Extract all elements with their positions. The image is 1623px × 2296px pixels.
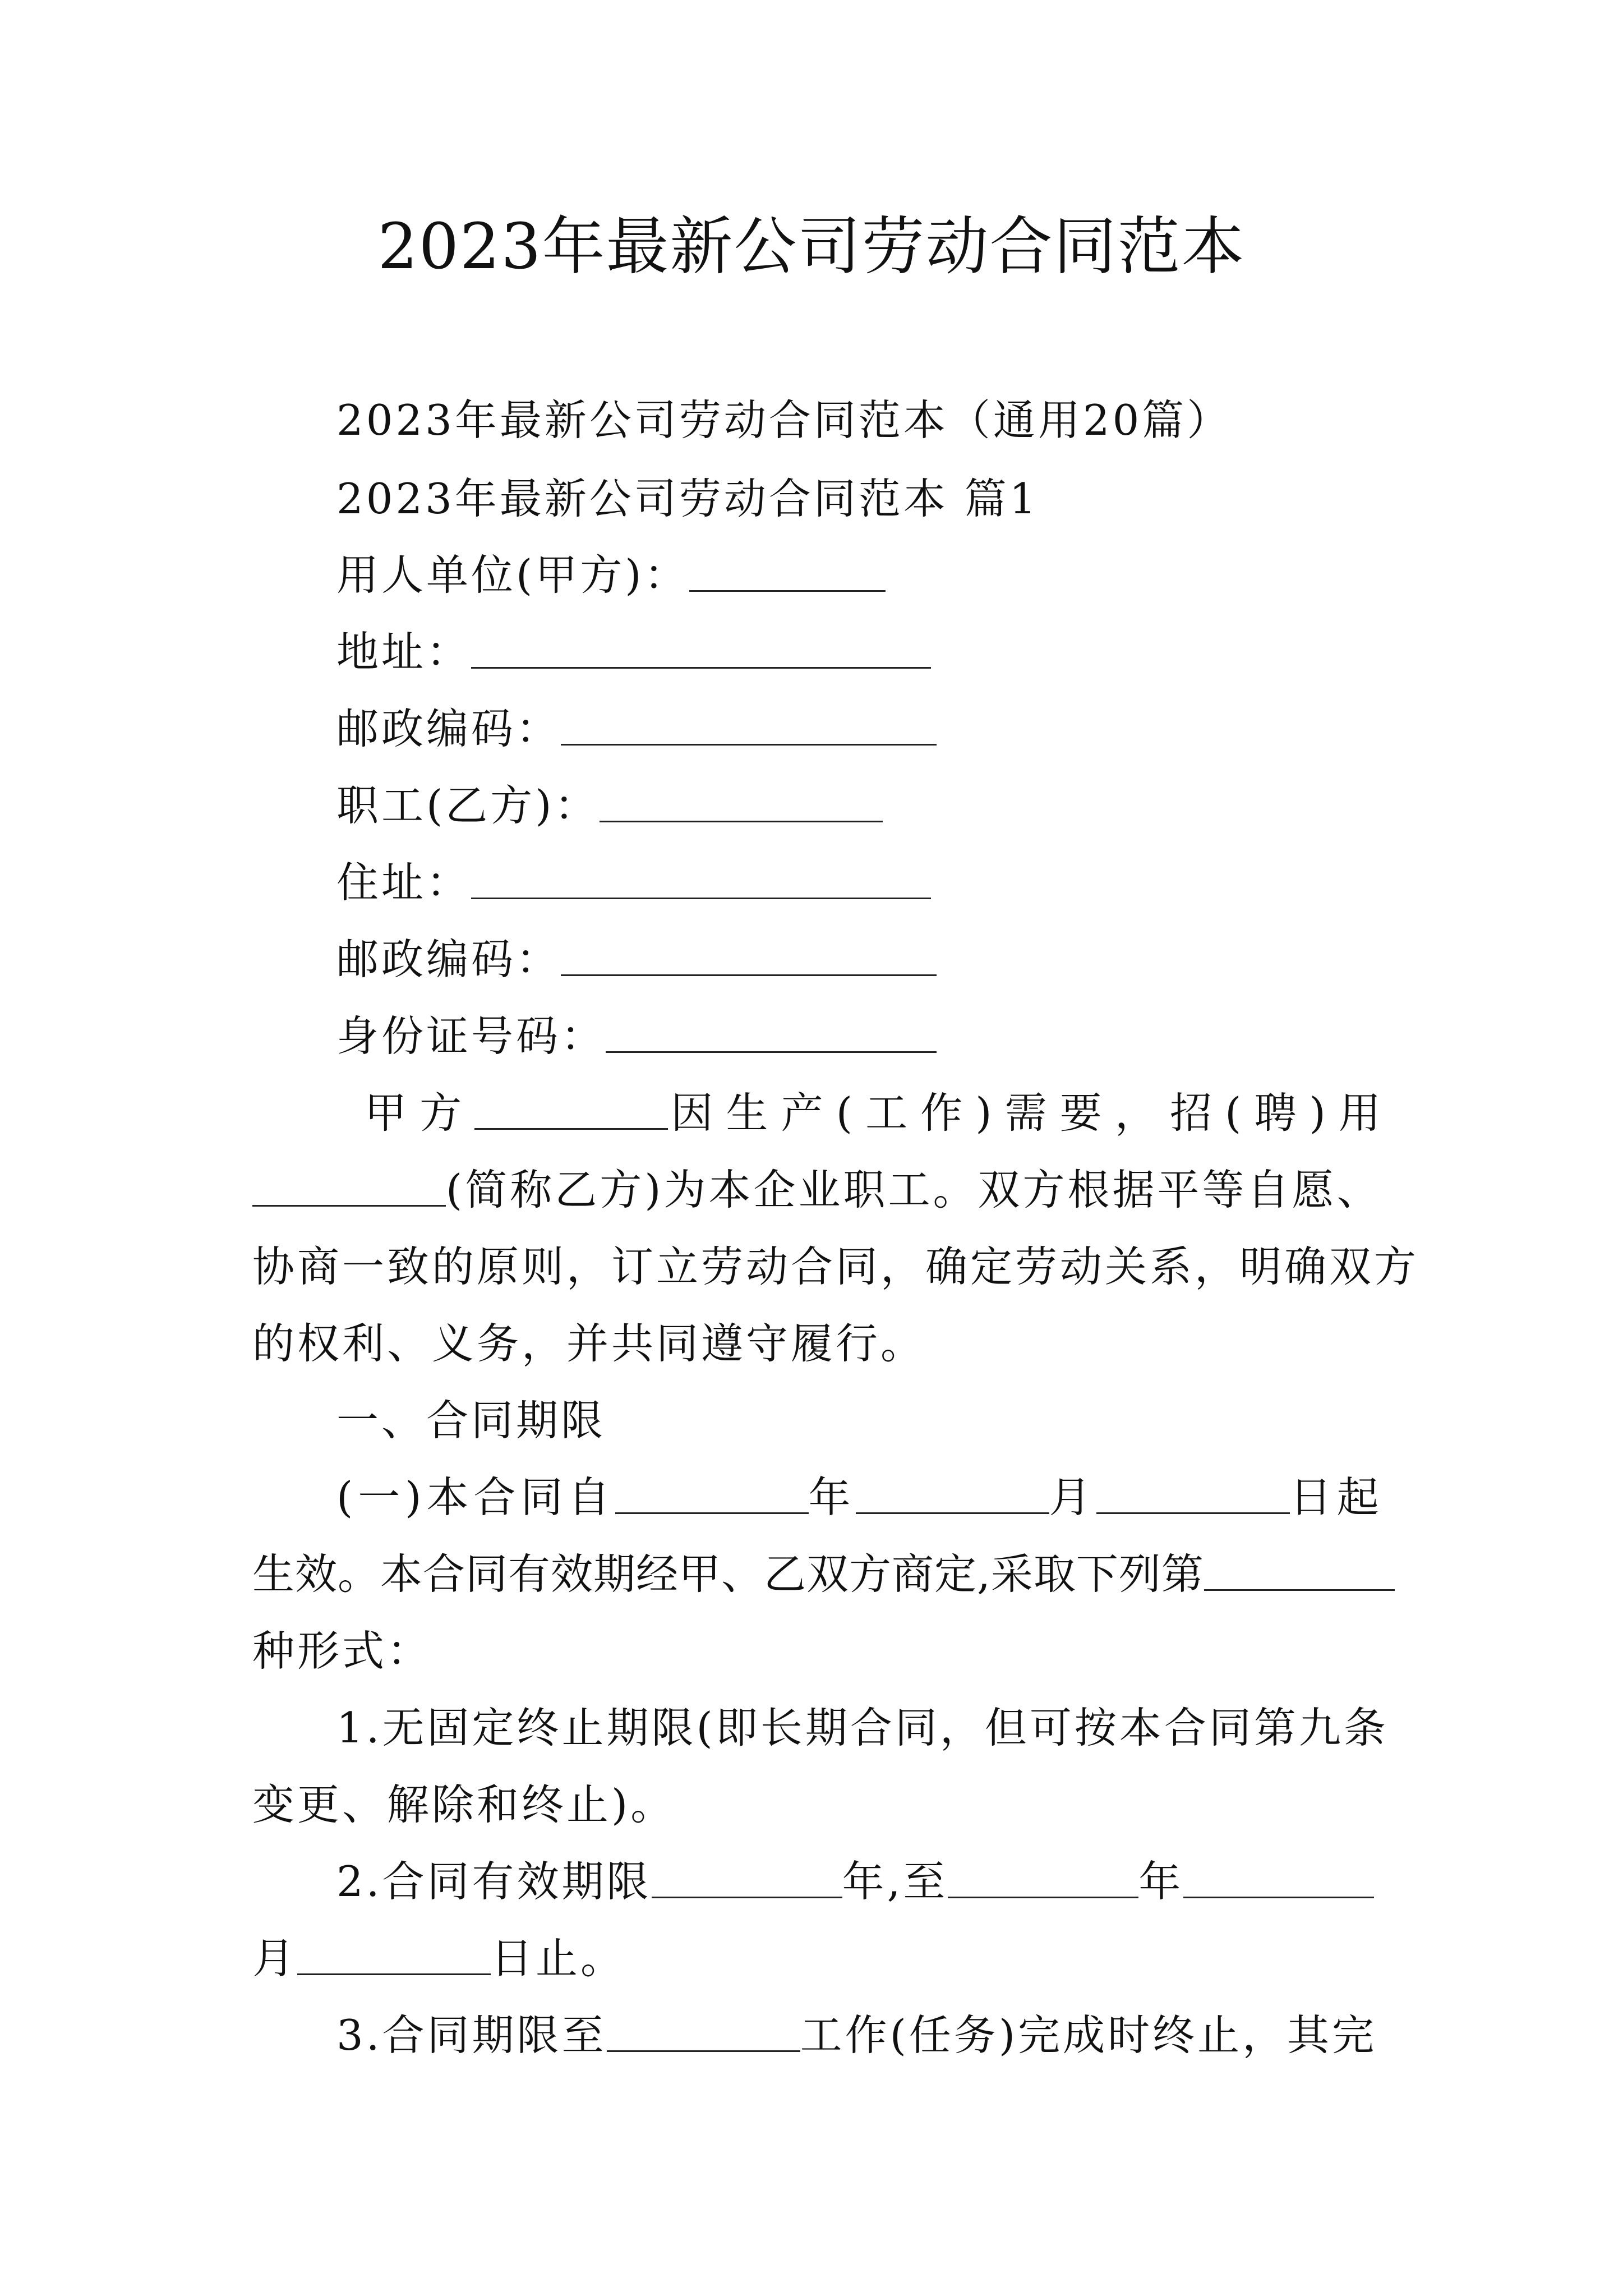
blank-line <box>252 1165 446 1207</box>
blank-line <box>689 550 886 592</box>
blank-line <box>856 1473 1049 1514</box>
clause-1-line-3: 种形式： <box>252 1626 432 1676</box>
item-1-line-1: 1.无固定终止期限(即长期合同，但可按本合同第九条 <box>336 1703 1389 1752</box>
field-postcode-employee <box>336 926 937 986</box>
blank-line <box>297 1934 491 1975</box>
blank-line <box>607 2010 800 2052</box>
blank-line <box>471 858 931 899</box>
blank-line <box>561 935 937 976</box>
blank-line <box>471 627 931 669</box>
blank-line <box>606 1011 937 1053</box>
field-label: 住址： <box>336 858 472 907</box>
item-3-line-1: 3.合同期限至 工作(任务)完成时终止，其完 <box>336 2010 1377 2060</box>
field-employee <box>336 772 883 832</box>
section-title: 2023年最新公司劳动合同范本 篇1 <box>336 474 1039 523</box>
clause-1-line-1: (一)本合同自 年 月 日起 <box>336 1473 1384 1522</box>
blank-line <box>1204 1549 1395 1591</box>
field-label: 地址： <box>336 627 472 677</box>
field-label: 邮政编码： <box>336 935 561 984</box>
blank-line <box>1096 1473 1290 1514</box>
item-2-line-1: 2.合同有效期限 年,至 年 <box>336 1848 1374 1908</box>
blank-line <box>652 1857 842 1898</box>
blank-line <box>615 1473 809 1514</box>
item-1-line-2: 变更、解除和终止)。 <box>252 1780 676 1829</box>
field-label: 用人单位(甲方)： <box>336 550 689 600</box>
blank-line <box>948 1857 1138 1898</box>
clause-1-line-2: 生效。本合同有效期经甲、乙双方商定,采取下列第 <box>252 1541 1395 1601</box>
document-title: 2023年最新公司劳动合同范本 <box>377 210 1246 283</box>
intro-line-4: 的权利、义务，并共同遵守履行。 <box>252 1319 926 1368</box>
blank-line <box>561 704 937 746</box>
intro-line-3: 协商一致的原则，订立劳动合同，确定劳动关系，明确双方 <box>252 1242 1419 1291</box>
field-residence <box>336 849 931 909</box>
field-label: 职工(乙方)： <box>336 781 600 830</box>
blank-line <box>1183 1857 1374 1898</box>
field-employer <box>336 542 886 602</box>
field-id-number <box>336 1003 937 1063</box>
field-label: 身份证号码： <box>336 1011 606 1061</box>
field-label: 邮政编码： <box>336 704 561 753</box>
intro-line-2: (简称乙方)为本企业职工。双方根据平等自愿、 <box>252 1157 1382 1217</box>
field-address <box>336 619 931 679</box>
section-heading: 一、合同期限 <box>336 1396 606 1445</box>
blank-line <box>474 1088 668 1130</box>
item-2-line-2: 月 日止。 <box>252 1934 626 1983</box>
field-postcode-employer <box>336 696 937 756</box>
intro-line-1: 甲方 因生产(工作)需要，招(聘)用 <box>365 1088 1391 1138</box>
subtitle: 2023年最新公司劳动合同范本（通用20篇） <box>336 395 1232 445</box>
blank-line <box>600 781 883 822</box>
